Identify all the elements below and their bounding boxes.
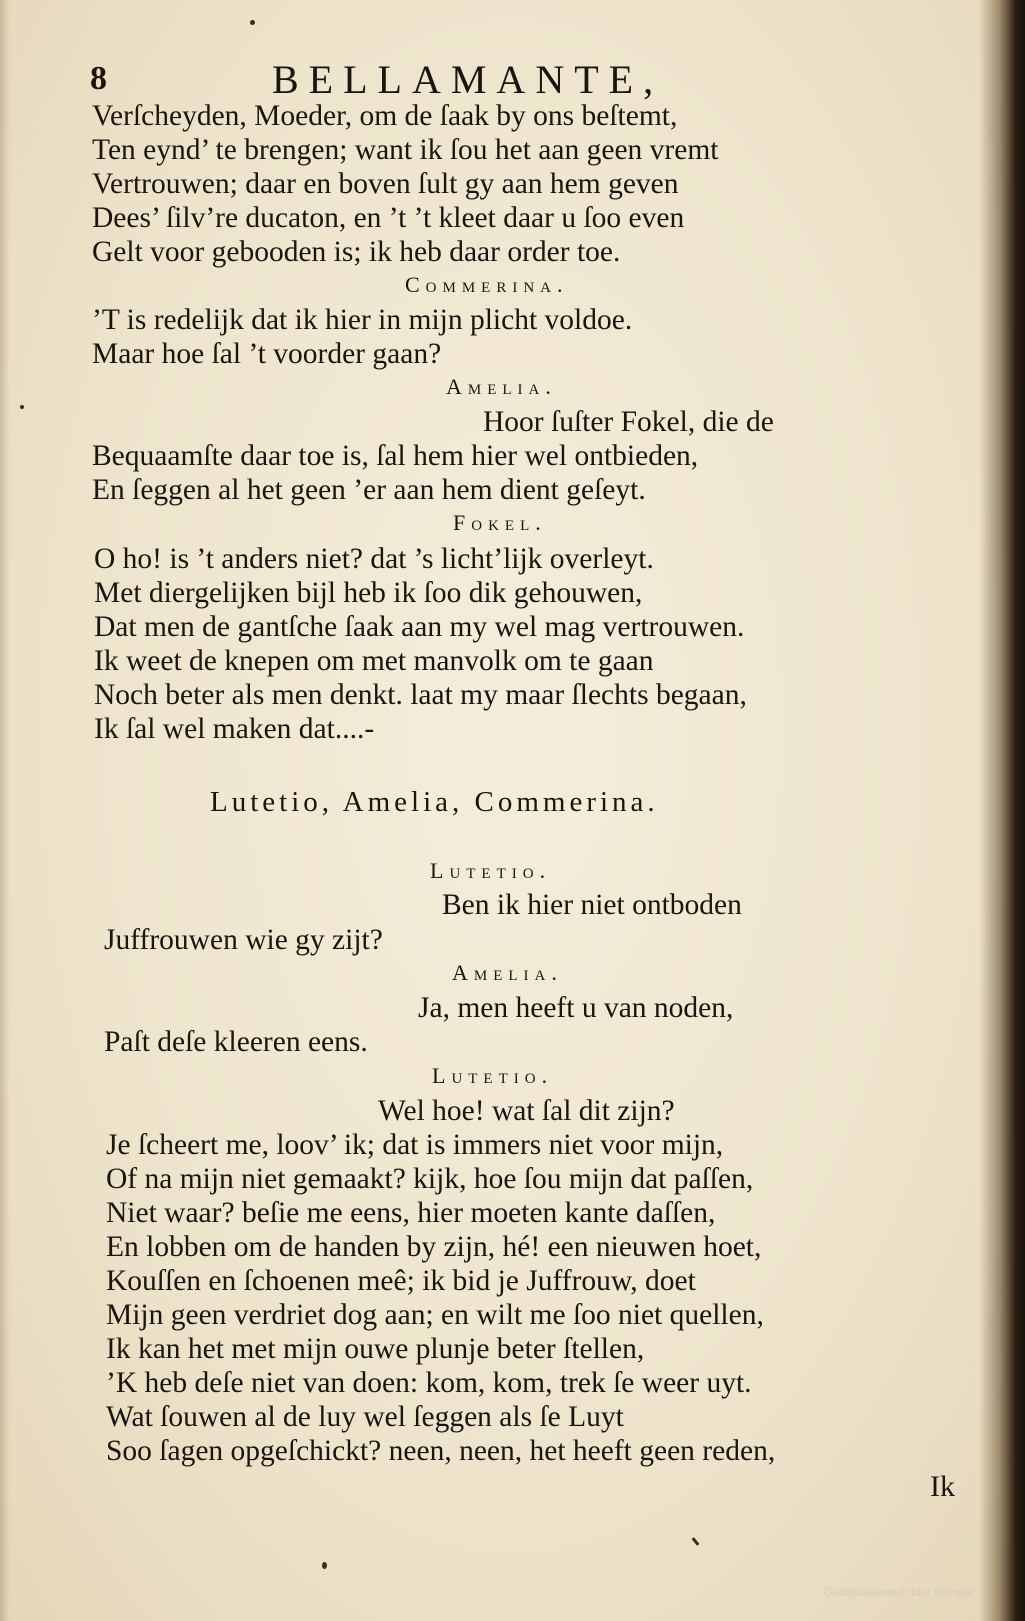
verse-line: Je ſcheert me, loov’ ik; dat is immers niet voor mijn, [106,1129,724,1161]
verse-line: Met diergelijken bijl heb ik ſoo dik gehouwen, [94,577,643,609]
speaker-name: Lutetio. [430,858,552,883]
scene-heading: Lutetio, Amelia, Commerina. [210,786,659,818]
verse-line: Soo ſagen opgeſchickt? neen, neen, het heeft geen reden, [106,1435,776,1467]
verse-line: En ſeggen al het geen ’er aan hem dient geſeyt. [92,474,646,506]
page-number: 8 [90,60,107,97]
speaker-name: Amelia. [446,374,557,399]
verse-line: Ben ik hier niet ontboden [442,889,742,921]
speaker-name: Lutetio. [432,1063,554,1088]
ink-speck [322,1562,327,1569]
verse-line: Niet waar? beſie me eens, hier moeten kante daſſen, [106,1197,716,1229]
verse-line: Verſcheyden, Moeder, om de ſaak by ons beſtemt, [92,100,678,132]
speaker-name: Amelia. [452,960,563,985]
verse-line: Ten eynd’ te brengen; want ik ſou het aan geen vremt [92,134,719,166]
digitization-watermark: Gedigitaliseerd door Google [824,1585,974,1599]
verse-line: ’K heb deſe niet van doen: kom, kom, trek ſe weer uyt. [106,1367,752,1399]
verse-line: Wel hoe! wat ſal dit zijn? [378,1095,675,1127]
speaker-name: Fokel. [453,510,547,535]
verse-line: Dat men de gantſche ſaak aan my wel mag vertrouwen. [94,611,745,643]
ink-speck [20,405,24,409]
running-title: BELLAMANTE, [272,57,664,102]
verse-line: Maar hoe ſal ’t voorder gaan? [92,338,442,370]
verse-line: Paſt deſe kleeren eens. [104,1026,368,1058]
verse-line: Vertrouwen; daar en boven ſult gy aan hem geven [92,168,679,200]
verse-line: O ho! is ’t anders niet? dat ’s licht’lijk overleyt. [94,543,654,575]
verse-line: Bequaamſte daar toe is, ſal hem hier wel ontbieden, [92,440,699,472]
verse-line: Wat ſouwen al de luy wel ſeggen als ſe Luyt [106,1401,624,1433]
verse-line: Ik ſal wel maken dat....- [94,713,375,745]
speaker-name: Commerina. [405,272,569,297]
verse-line: Ik kan het met mijn ouwe plunje beter ſtellen, [106,1333,645,1365]
catchword: Ik [930,1470,955,1503]
verse-line: Hoor ſuſter Fokel, die de [483,406,774,438]
verse-line: Kouſſen en ſchoenen meê; ik bid je Juffrouw, doet [106,1265,696,1297]
verse-line: Juffrouwen wie gy zijt? [104,924,383,956]
verse-line: En lobben om de handen by zijn, hé! een nieuwen hoet, [106,1231,762,1263]
verse-line: Ik weet de knepen om met manvolk om te gaan [94,645,654,677]
verse-line: Gelt voor gebooden is; ik heb daar order toe. [92,236,621,268]
verse-line: Mijn geen verdriet dog aan; en wilt me ſoo niet quellen, [106,1299,764,1331]
ink-speck [691,1537,699,1546]
ink-speck [250,20,255,25]
verse-line: ’T is redelijk dat ik hier in mijn plicht voldoe. [92,304,633,336]
verse-line: Of na mijn niet gemaakt? kijk, hoe ſou mijn dat paſſen, [106,1163,754,1195]
spine-shadow [979,0,1025,1621]
verse-line: Dees’ ſilv’re ducaton, en ’t ’t kleet daar u ſoo even [92,202,685,234]
page-edge-shadow [0,0,10,1621]
verse-line: Noch beter als men denkt. laat my maar ſlechts begaan, [94,679,747,711]
verse-line: Ja, men heeft u van noden, [418,992,734,1024]
